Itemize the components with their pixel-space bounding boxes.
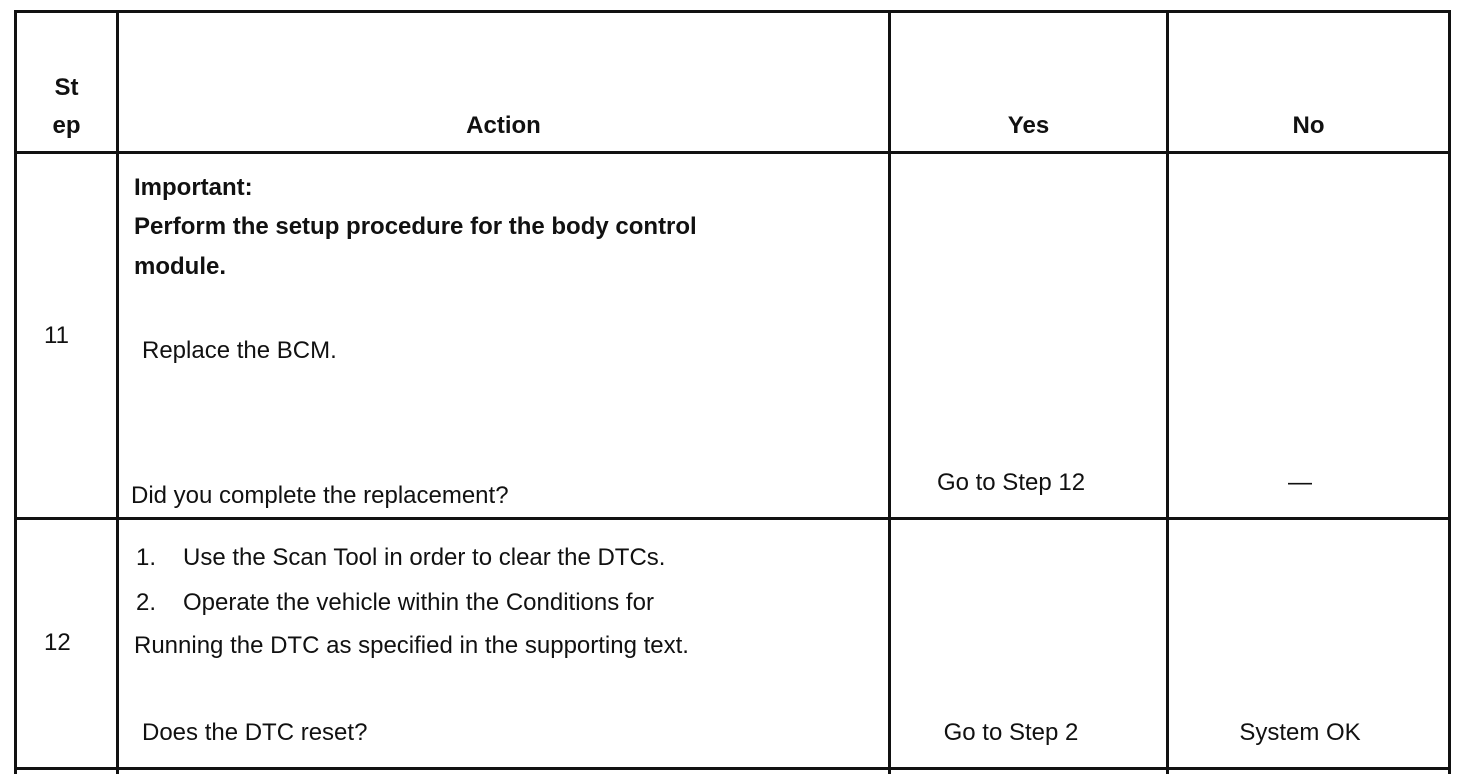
table-border-bottom: [14, 767, 1451, 770]
important-text: module.: [134, 253, 227, 280]
step-number: 11: [44, 322, 69, 349]
table-border-right: [1448, 10, 1451, 774]
list-item-number: 2.: [136, 589, 157, 616]
list-continuation-text: Running the DTC as specified in the supporting text.: [134, 632, 689, 659]
header-yes: Yes: [1007, 112, 1050, 139]
list-item-number: 1.: [136, 544, 157, 571]
yes-result: Go to Step 12: [936, 469, 1086, 496]
row-divider: [14, 517, 1451, 520]
header-divider: [14, 151, 1451, 154]
table-border-top: [14, 10, 1451, 13]
header-action: Action: [466, 112, 541, 139]
question-text: Did you complete the replacement?: [131, 482, 509, 509]
yes-result: Go to Step 2: [943, 719, 1079, 746]
list-item-text: Use the Scan Tool in order to clear the DTCs.: [183, 544, 666, 571]
header-step-line2: ep: [52, 112, 81, 139]
question-text: Does the DTC reset?: [142, 719, 368, 746]
important-text: Perform the setup procedure for the body control: [134, 213, 697, 240]
no-result: System OK: [1239, 719, 1361, 746]
no-result: —: [1288, 469, 1312, 496]
list-item-text: Operate the vehicle within the Conditions for: [183, 589, 654, 616]
step-number: 12: [44, 629, 71, 656]
header-step-line1: St: [54, 74, 79, 101]
action-text: Replace the BCM.: [142, 337, 337, 364]
important-label: Important:: [134, 174, 253, 201]
header-no: No: [1292, 112, 1325, 139]
